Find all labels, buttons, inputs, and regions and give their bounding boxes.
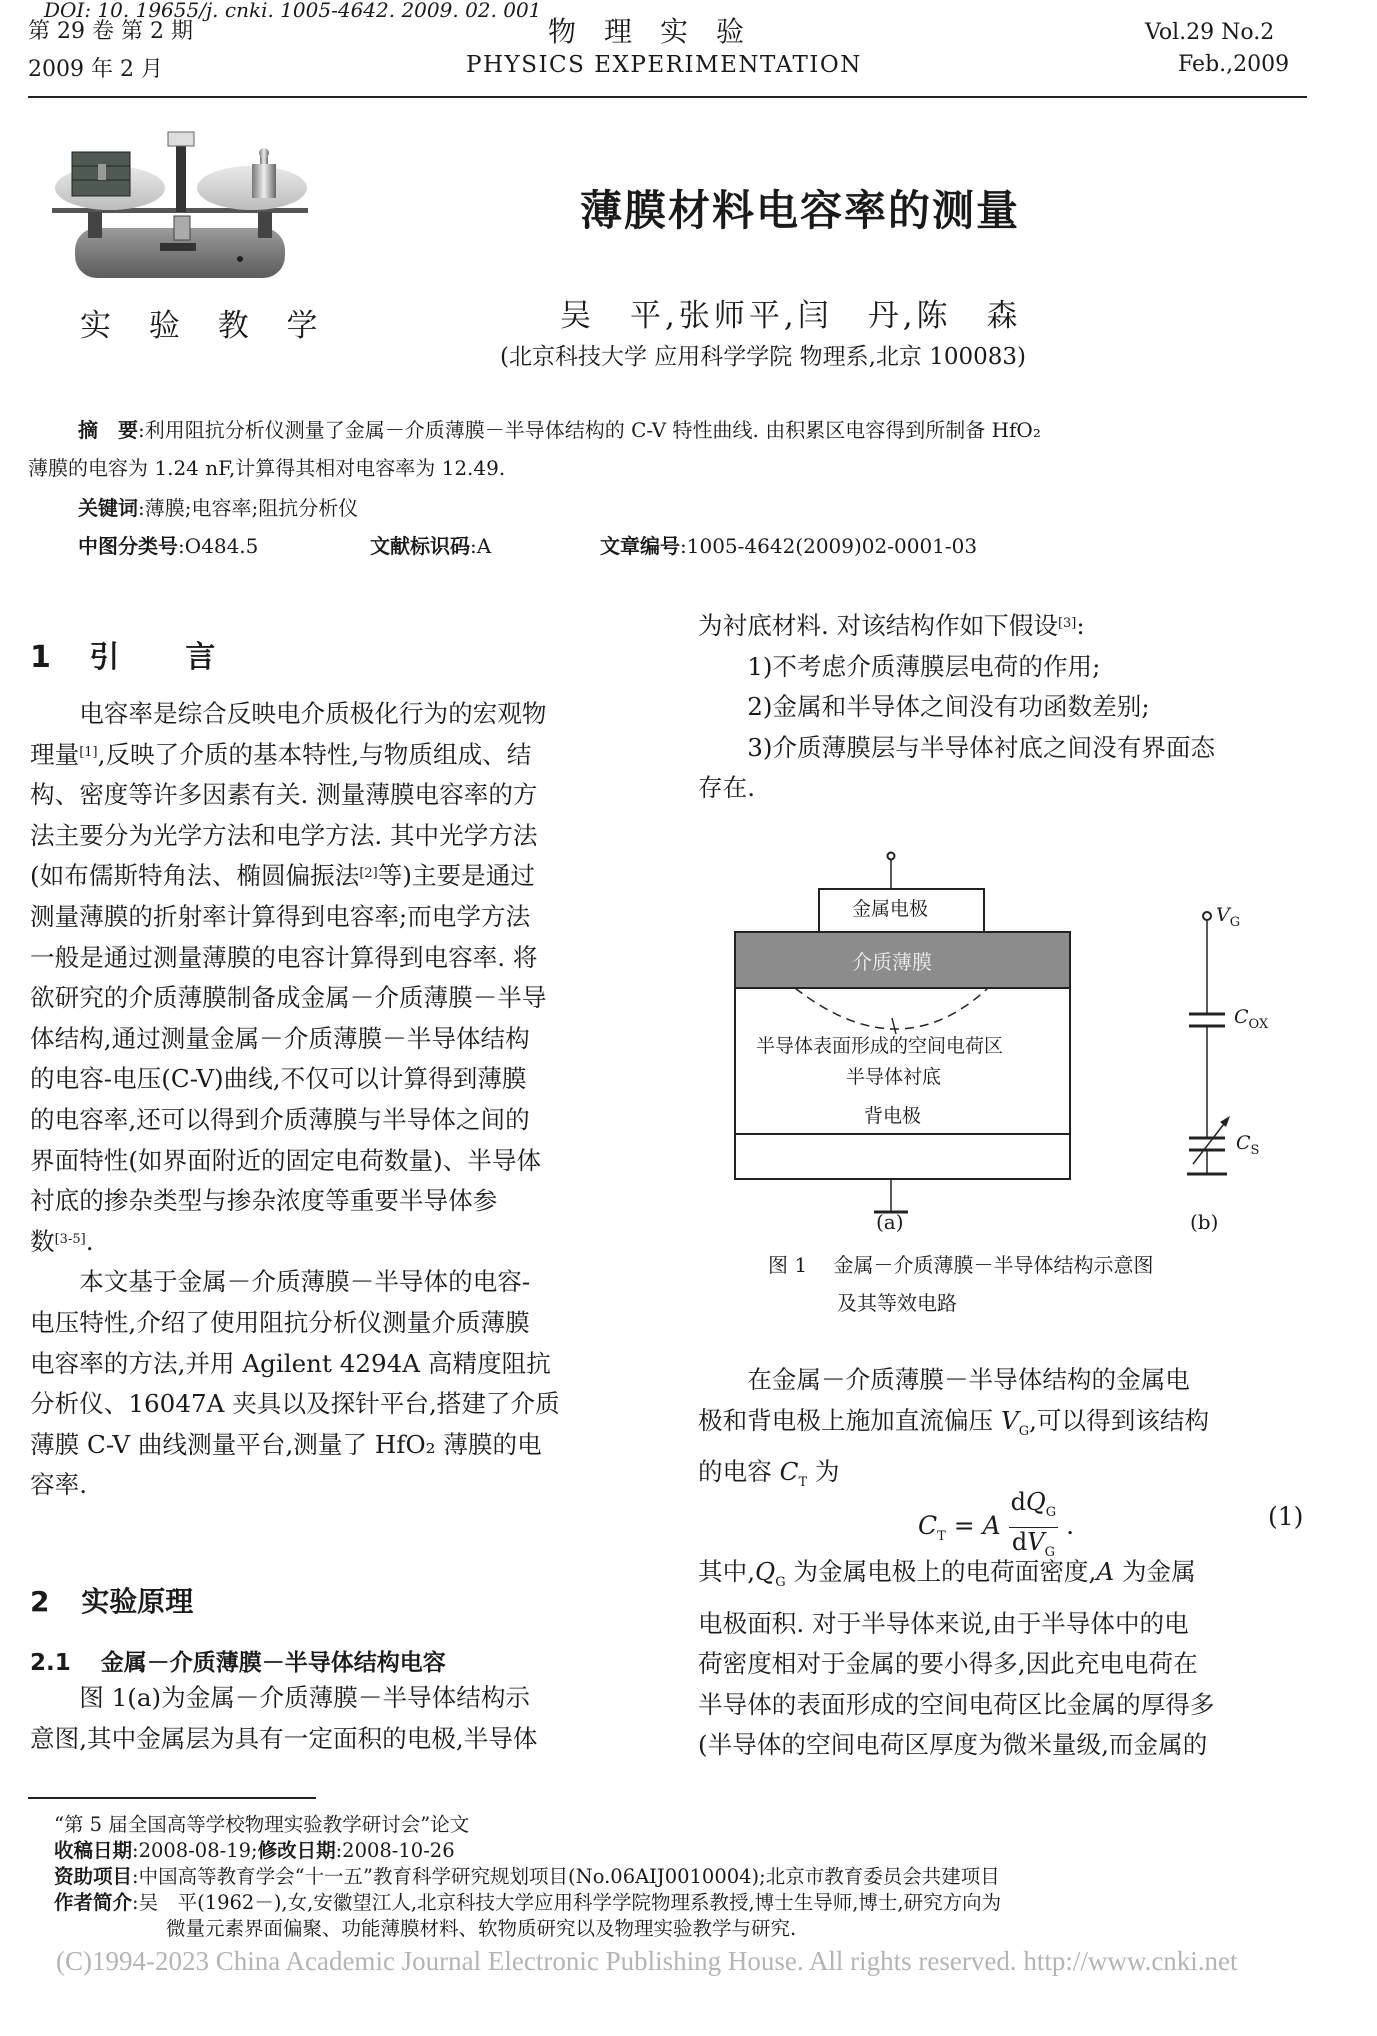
text-line: 理量[1],反映了介质的基本特性,与物质组成、结 bbox=[30, 739, 532, 769]
balance-scale-icon bbox=[40, 128, 320, 288]
left-para-1 bbox=[30, 694, 560, 1506]
text-line: 荷密度相对于金属的要小得多,因此充电电荷在 bbox=[698, 1649, 1198, 1679]
text-line: 3)介质薄膜层与半导体衬底之间没有界面态 bbox=[698, 732, 1216, 762]
text-line: 1)不考虑介质薄膜层电荷的作用; bbox=[698, 651, 1101, 681]
footnote-author-cont: 微量元素界面偏聚、功能薄膜材料、软物质研究以及物理实验教学与研究. bbox=[166, 1917, 797, 1940]
text-line: 分析仪、16047A 夹具以及探针平台,搭建了介质 bbox=[30, 1389, 560, 1419]
subfigure-b-label: (b) bbox=[1190, 1210, 1219, 1234]
space-charge-label: 半导体表面形成的空间电荷区 bbox=[756, 1035, 1004, 1057]
abstract-label: 摘 要 bbox=[78, 418, 138, 442]
text-line: 半导体的表面形成的空间电荷区比金属的厚得多 bbox=[698, 1689, 1215, 1719]
text-line: 薄膜 C-V 曲线测量平台,测量了 HfO₂ 薄膜的电 bbox=[30, 1429, 542, 1459]
text-line: 电容率是综合反映电介质极化行为的宏观物 bbox=[30, 699, 547, 728]
right-para-2 bbox=[698, 1360, 1209, 1504]
abstract-text-1: :利用阻抗分析仪测量了金属－介质薄膜－半导体结构的 C-V 特性曲线. 由积累区电容得到所制备 HfO₂ bbox=[138, 418, 1041, 442]
date-cn: 2009 年 2 月 bbox=[28, 57, 163, 82]
text-line: 体结构,通过测量金属－介质薄膜－半导体结构 bbox=[30, 1023, 530, 1053]
section-2-1-title: 金属－介质薄膜－半导体结构电容 bbox=[100, 1650, 446, 1676]
figure-1-caption-line-1: 金属－介质薄膜－半导体结构示意图 bbox=[833, 1253, 1154, 1277]
footnote-funding: 资助项目:中国高等教育学会“十一五”教育科学研究规划项目(No.06AIJ0010004);北京市教育委员会共建项目 bbox=[54, 1865, 1000, 1888]
vg-label: $V_G$ bbox=[1216, 904, 1241, 930]
text-line: 电容率的方法,并用 Agilent 4294A 高精度阻抗 bbox=[30, 1348, 551, 1378]
doi[interactable]: DOI: 10. 19655/j. cnki. 1005-4642. 2009. 02. 001 bbox=[44, 0, 542, 22]
figure-1 bbox=[700, 842, 1320, 1242]
text-line: 构、密度等许多因素有关. 测量薄膜电容率的方 bbox=[30, 780, 538, 810]
article-number-value: :1005-4642(2009)02-0001-03 bbox=[680, 534, 978, 558]
volume-en: Vol.29 No.2 bbox=[1145, 20, 1275, 45]
text-line: 本文基于金属－介质薄膜－半导体的电容- bbox=[30, 1267, 531, 1297]
text-line: 一般是通过测量薄膜的电容计算得到电容率. 将 bbox=[30, 942, 538, 972]
cs-label: $C_S$ bbox=[1236, 1132, 1260, 1158]
text-line: 数[3-5]. bbox=[30, 1226, 94, 1256]
document-code-value: :A bbox=[470, 534, 492, 558]
section-1-number: 1 bbox=[30, 640, 51, 675]
section-2-heading bbox=[30, 1580, 193, 1620]
document-code bbox=[370, 530, 491, 559]
right-para-1 bbox=[698, 606, 1215, 809]
clc-label: 中图分类号 bbox=[78, 534, 178, 558]
back-electrode-box bbox=[735, 1134, 1070, 1179]
section-2-title: 实验原理 bbox=[81, 1585, 194, 1618]
equation-1: $C_T = A$ $\frac{dQ_G}{dV_G}$ . bbox=[918, 1488, 1074, 1567]
right-para-3 bbox=[698, 1552, 1214, 1766]
figure-1-number: 图 1 bbox=[768, 1253, 808, 1277]
article-affiliation: (北京科技大学 应用科学学院 物理系,北京 100083) bbox=[500, 344, 1026, 370]
text-line: 存在. bbox=[698, 773, 756, 803]
text-line: 的电容 $C_T$ 为 bbox=[698, 1457, 840, 1490]
header-rule bbox=[28, 96, 1307, 98]
metal-electrode-label: 金属电极 bbox=[852, 898, 929, 920]
section-1-title: 引 言 bbox=[89, 640, 234, 675]
text-line: (如布儒斯特角法、椭圆偏振法[2]等)主要是通过 bbox=[30, 861, 535, 891]
cox-label: $C_{OX}$ bbox=[1234, 1006, 1269, 1032]
keywords-text: :薄膜;电容率;阻抗分析仪 bbox=[138, 496, 359, 520]
dielectric-film-label: 介质薄膜 bbox=[852, 950, 932, 974]
footnote-conference: “第 5 届全国高等学校物理实验教学研讨会”论文 bbox=[54, 1813, 470, 1836]
figure-1-caption bbox=[768, 1248, 1153, 1282]
text-line: 欲研究的介质薄膜制备成金属－介质薄膜－半导 bbox=[30, 983, 547, 1013]
logo-caption: 实 验 教 学 bbox=[80, 308, 332, 344]
journal-title-en: PHYSICS EXPERIMENTATION bbox=[466, 52, 862, 78]
article-title: 薄膜材料电容率的测量 bbox=[580, 186, 1021, 235]
abstract-text-2: 薄膜的电容为 1.24 nF,计算得其相对电容率为 12.49. bbox=[28, 456, 506, 480]
article-authors: 吴 平,张师平,闫 丹,陈 森 bbox=[560, 298, 1022, 334]
section-1-heading bbox=[30, 632, 233, 676]
vg-terminal-icon bbox=[1203, 912, 1211, 920]
volume-issue-cn: 第 29 卷 第 2 期 bbox=[28, 19, 193, 44]
abstract-line-1 bbox=[78, 414, 1041, 443]
text-line: 2)金属和半导体之间没有功函数差别; bbox=[698, 692, 1150, 722]
text-line: 其中$,Q_G$ 为金属电极上的电荷面密度,A 为金属 bbox=[698, 1557, 1196, 1590]
figure-1-caption-line-2: 及其等效电路 bbox=[837, 1291, 957, 1315]
text-line: 意图,其中金属层为具有一定面积的电极,半导体 bbox=[30, 1723, 538, 1753]
journal-title-cn: 物 理 实 验 bbox=[548, 15, 745, 48]
footnote-rule bbox=[28, 1797, 316, 1799]
clc-number bbox=[78, 530, 258, 559]
text-line: 衬底的掺杂类型与掺杂浓度等重要半导体参 bbox=[30, 1186, 498, 1216]
document-code-label: 文献标识码 bbox=[370, 534, 470, 558]
clc-value: :O484.5 bbox=[178, 534, 259, 558]
text-line: 图 1(a)为金属－介质薄膜－半导体结构示 bbox=[30, 1683, 531, 1712]
text-line: 电压特性,介绍了使用阻抗分析仪测量介质薄膜 bbox=[30, 1307, 530, 1337]
text-line: 的电容-电压(C-V)曲线,不仅可以计算得到薄膜 bbox=[30, 1064, 527, 1094]
copyright-watermark: (C)1994-2023 China Academic Journal Electronic Publishing House. All rights reserved. http://www.cnki.net bbox=[56, 1946, 1238, 1976]
text-line: (半导体的空间电荷区厚度为微米量级,而金属的 bbox=[698, 1730, 1208, 1760]
text-line: 极和背电极上施加直流偏压 $V_G$,可以得到该结构 bbox=[698, 1405, 1210, 1439]
subfigure-a-label: (a) bbox=[876, 1210, 904, 1234]
article-number bbox=[600, 530, 977, 559]
keywords bbox=[78, 492, 358, 521]
keywords-label: 关键词 bbox=[78, 496, 138, 520]
article-number-label: 文章编号 bbox=[600, 534, 680, 558]
footnote-author: 作者简介:吴 平(1962－),女,安徽望江人,北京科技大学应用科学学院物理系教授,博士生导师,博士,研究方向为 bbox=[54, 1891, 1002, 1914]
text-line: 容率. bbox=[30, 1470, 88, 1500]
section-2-number: 2 bbox=[30, 1585, 50, 1618]
left-para-3 bbox=[30, 1678, 538, 1759]
text-line: 法主要分为光学方法和电学方法. 其中光学方法 bbox=[30, 820, 538, 850]
text-line: 的电容率,还可以得到介质薄膜与半导体之间的 bbox=[30, 1104, 530, 1134]
equation-number: (1) bbox=[1268, 1502, 1304, 1531]
equation-fraction: $\frac{dQ_G}{dV_G}$ bbox=[1010, 1488, 1057, 1560]
date-en: Feb.,2009 bbox=[1178, 52, 1290, 77]
back-electrode-label: 背电极 bbox=[864, 1105, 922, 1127]
text-line: 界面特性(如界面附近的固定电荷数量)、半导体 bbox=[30, 1145, 542, 1175]
text-line: 在金属－介质薄膜－半导体结构的金属电 bbox=[698, 1365, 1190, 1394]
substrate-label: 半导体衬底 bbox=[846, 1066, 942, 1088]
footnote-dates: 收稿日期:2008-08-19;修改日期:2008-10-26 bbox=[54, 1839, 455, 1862]
text-line: 测量薄膜的折射率计算得到电容率;而电学方法 bbox=[30, 901, 531, 931]
top-terminal-icon bbox=[888, 853, 895, 860]
section-2-1-heading bbox=[30, 1644, 446, 1677]
text-line: 为衬底材料. 对该结构作如下假设[3]: bbox=[698, 611, 1085, 640]
section-2-1-number: 2.1 bbox=[30, 1650, 71, 1676]
text-line: 电极面积. 对于半导体来说,由于半导体中的电 bbox=[698, 1608, 1189, 1638]
